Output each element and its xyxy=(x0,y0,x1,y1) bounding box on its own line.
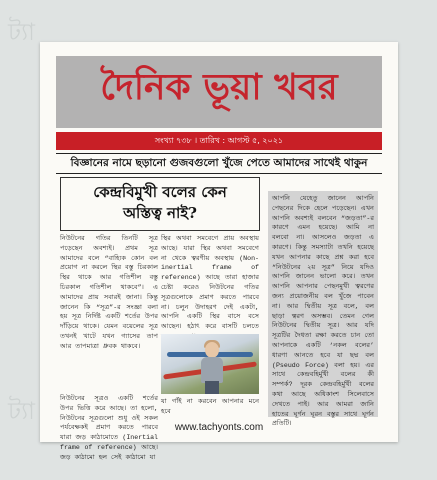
sidebar-box xyxy=(268,191,378,428)
masthead-title: দৈনিক ভূয়া খবর xyxy=(100,66,338,108)
svg-text:ট্যা: ট্যা xyxy=(8,397,35,425)
photo-child-legs xyxy=(205,381,219,394)
article-column-1-continued: নিউটনের সূত্রও একটি শর্তের উপর ভিত্তি করে আছে। তা হলো, নিউটনের সূত্রগুলো শুধু ওই সকল পর্যবেক্ষকই প্রমাণ করতে পারবে যারা জড় কাঠামোতে (Inertial frame of reference) আছে। জড় কাঠামো হল সেই কাঠামো যা xyxy=(60,395,158,461)
article-column-2: স্থির অথবা সমবেগে প্রায় অবস্থায় আছে। যারা স্থির অথবা সমবেগে না থেকে ত্বরণীয় অবস্থায় (Non-inertial frame of reference) আছে তারা হাজার চেষ্টা করেও নিউটনের গতির সূত্রগুলোকে প্রমাণ করতে পারবে না। চলুন উদাহরণ দেই একটা, আপনি একটি স্থির বাসে বসে আছেন। হঠাৎ করে বাসটি চলতে xyxy=(161,235,259,331)
article-column-2-continued: যা গাঁই না করবেন আপনার মনে হবে xyxy=(161,398,259,415)
article-column-1: নিউটনের গতির তিনটি সূত্র পড়েছেন অবশ্যই। প্রথম সূত্র আমাদের বলে “বাহ্যিক কোন বল প্রয়োগ না করলে স্থির বস্তু চিরকাল স্থির থাকে আর গতিশীল বস্তু চিরকাল গতিশীল থাকবে”। এ আমাদের প্রায় সবারই জানা। কিন্তু জানেন কি “সূত্র”-র সংজ্ঞা বলা হয় সূত্র নির্দিষ্ট একটি শর্তের উপর দাঁড়িয়ে থাকে। যেমন বয়েলের সূত্র তখনই খাটে যখন গ্যাসের তাপ আর তাপমাত্রা ধ্রুবক থাকবে। xyxy=(60,235,158,350)
headline-line-2: অস্তিত্ব নাই? xyxy=(123,204,197,222)
photo-child-head xyxy=(205,342,219,358)
article-photo xyxy=(161,334,259,394)
svg-text:ট্যা: ট্যা xyxy=(8,18,35,46)
issue-bar: সংখ্যা ৭৩৮ । তারিখ : আগস্ট ৫, ২০২১ xyxy=(56,132,382,150)
newspaper-page xyxy=(40,42,398,461)
footer-url[interactable]: www.tachyonts.com xyxy=(174,422,264,433)
sidebar-text: আপনি যেহেতু জানেন আপনি পেছনের দিকে হেলে পড়েছেন। এখন আপনি অবশ্যই বলবেন “জড়তা”-র কারণে এমন হয়েছে। আমি না বলবো না। আসলেও জড়তা এ কারণে। কিন্তু সমস্যাটা তখনি হয়েছে যখন আপনার কাছে প্রশ্ন করা হবে “নিউটনের ২য় সূত্র” নিয়ে যদিও আপনি জানেন ভালো করে। তখন আপনি আপনার পেছনমুখী ত্বরণের জন্য প্রয়োজনীয় বল খুঁজে পাবেন না। আর দ্বিতীয় সূত্র বলে, বল ছাড়া ত্বরণ অসম্ভব। তেমন গেল নিউটনের দ্বিতীয় সূত্র। আর যদি সূত্রটির দৈধতা রক্ষা করতে চান তো আপনাকে একটি ‘নকল বলের’ ধারণা আনতে হবে যা ছদ্ম বল (Pseudo Force) বলা হয়। এর সাথে কেন্দ্রবহির্মুখী বলের কী সম্পর্ক? দূরক কেন্দ্রবহির্মুখী বলের কথা আছে অধিকাংশ সিলেবাসে দেখতে পাই। আর আমরা জানি হাতের ঘূর্ণন ঘূরন বস্তুর সাথে ঘূর্ণন প্রতিটি। xyxy=(272,195,374,428)
headline xyxy=(61,182,259,224)
masthead xyxy=(56,56,382,128)
photo-child-body xyxy=(201,357,223,383)
headline-box xyxy=(60,177,260,231)
headline-line-1: কেন্দ্রবিমুখী বলের কেন xyxy=(93,183,227,201)
tagline: বিজ্ঞানের নামে ছড়ানো গুজবগুলো খুঁজে পেতে আমাদের সাথেই থাকুন xyxy=(56,153,382,174)
